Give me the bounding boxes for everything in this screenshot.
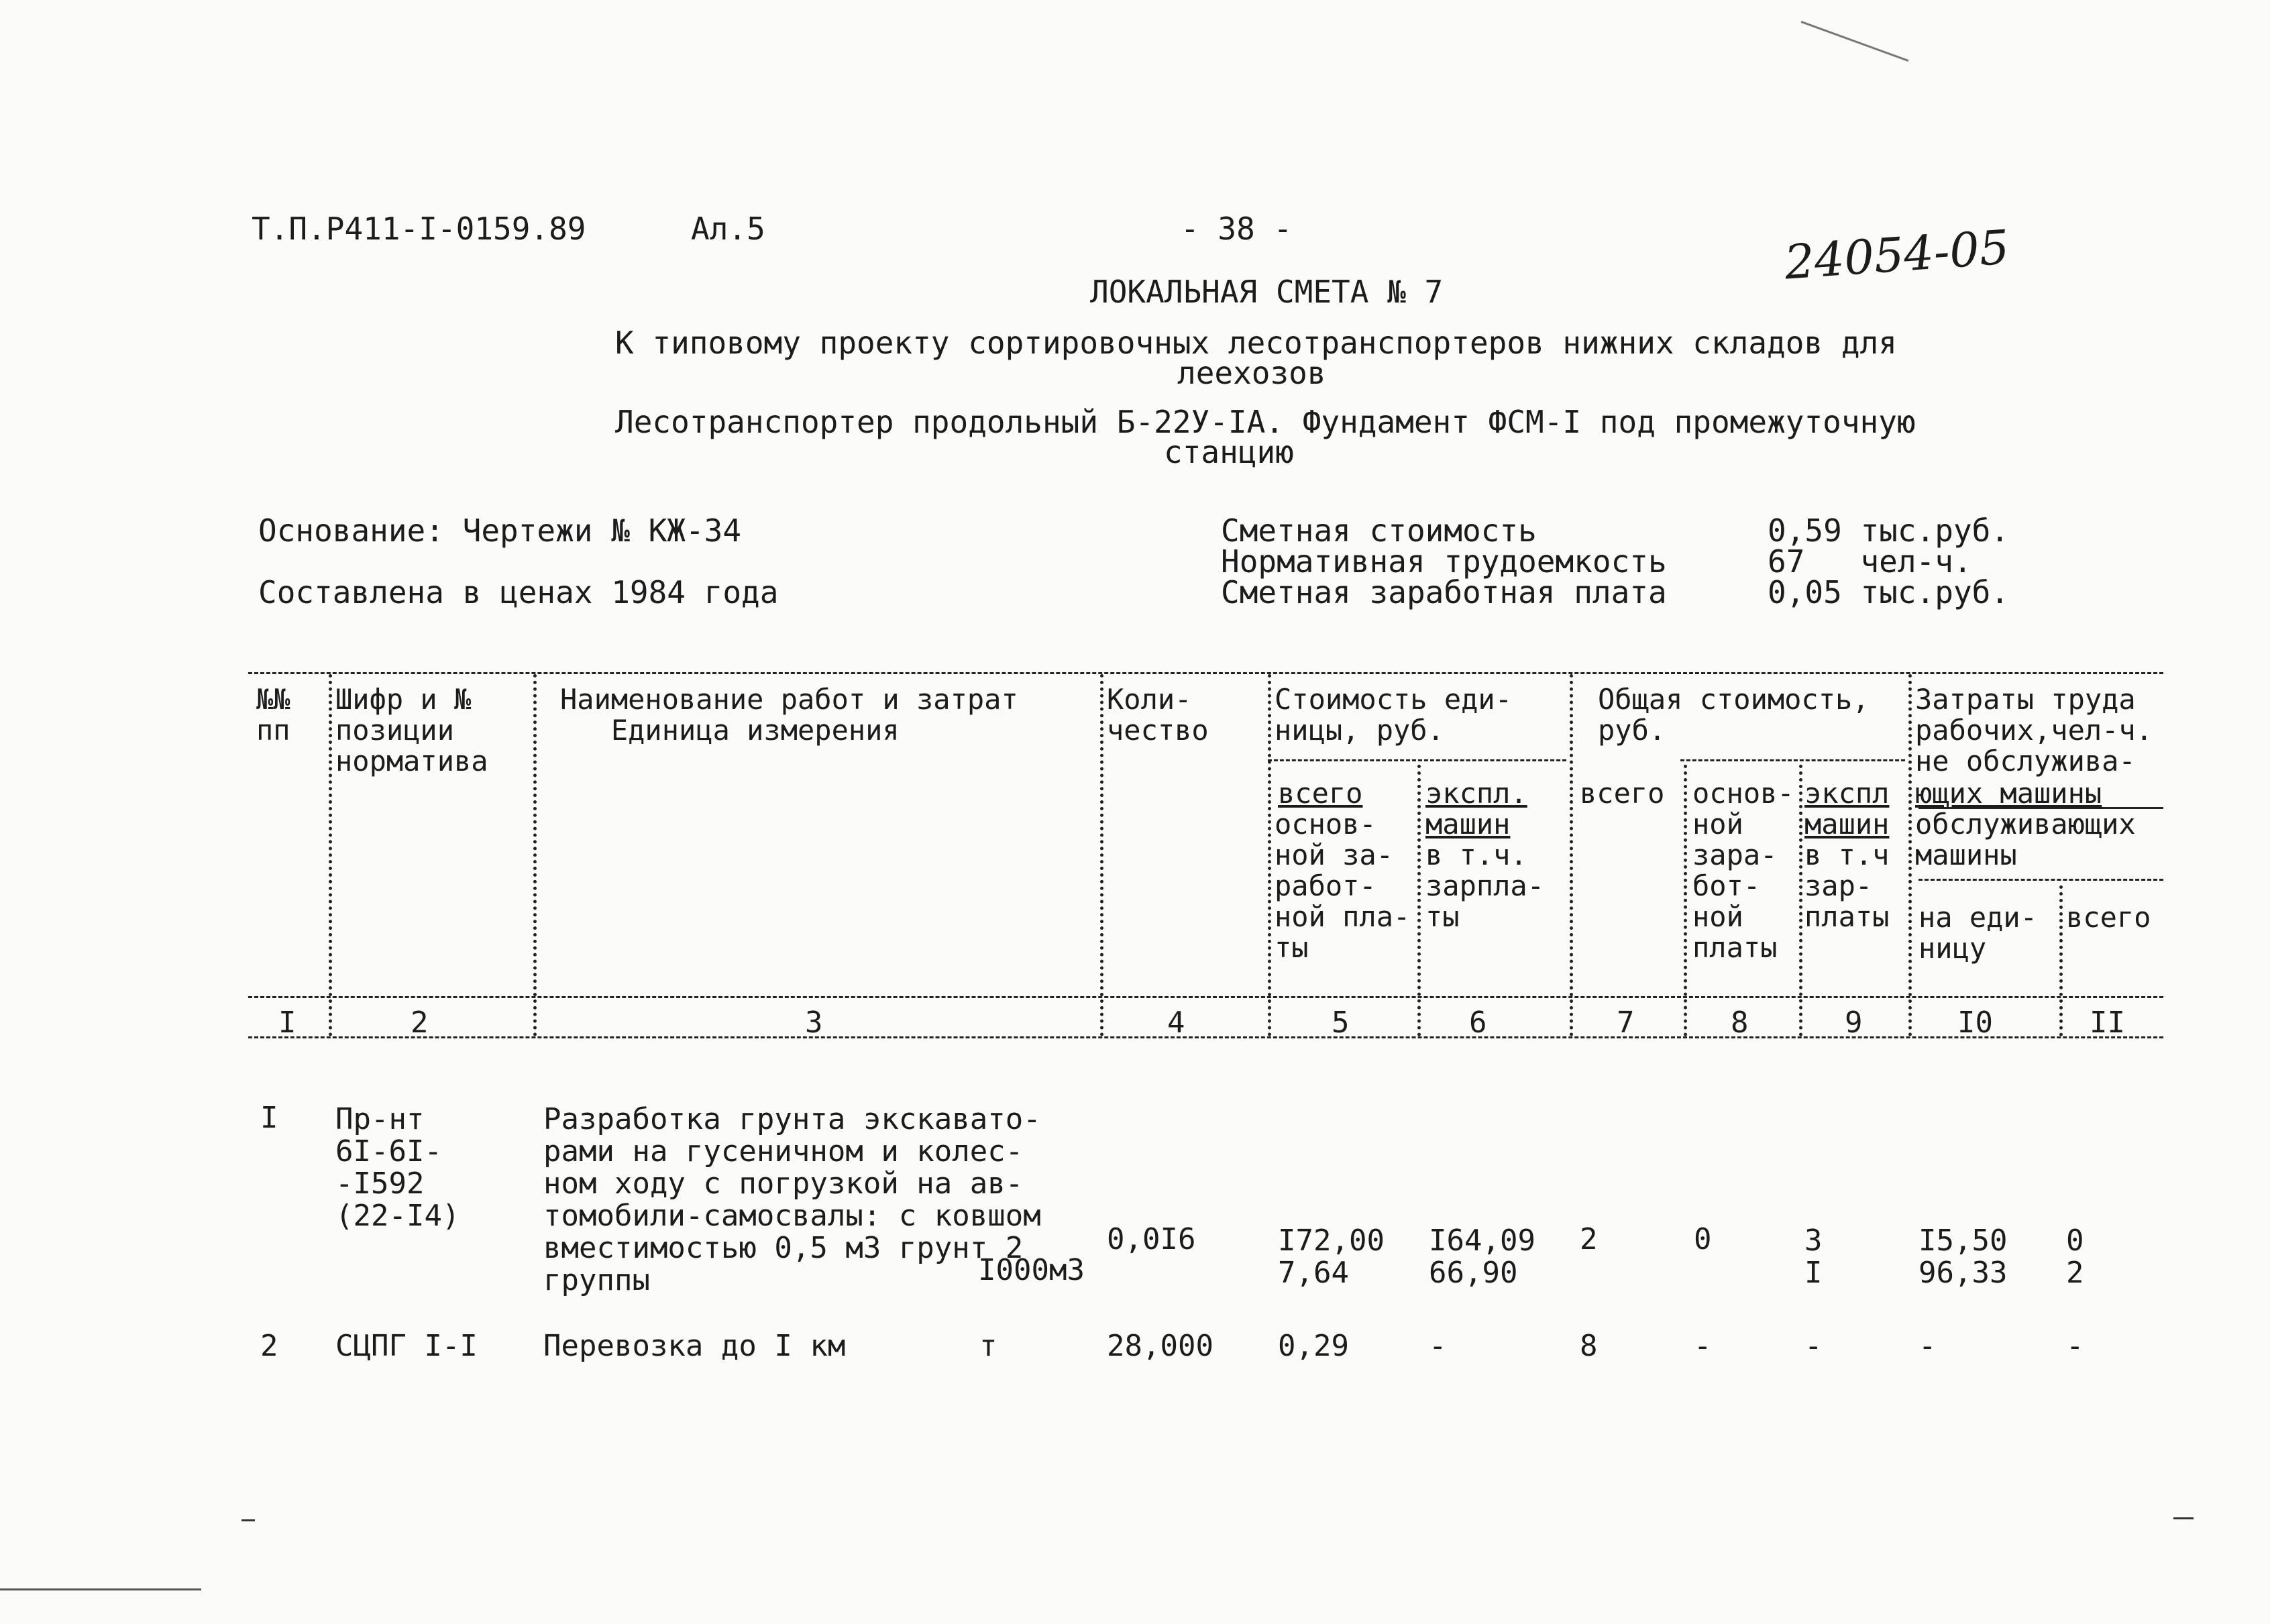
row-unit-machines: - — [1429, 1329, 1447, 1363]
column-number: 7 — [1617, 1006, 1635, 1040]
row-name: Разработка грунта экскавато- рами на гусеничном и колес- ном ходу с погрузкой на ав- томобили-самосвалы: с ковшом вместимостью 0,5 м3 грунт 2 группы — [543, 1102, 1041, 1297]
row-unit-machines: I64,09 66,90 — [1429, 1224, 1535, 1290]
page-number: - 38 - — [1181, 211, 1293, 247]
row-unit-cost: I72,00 7,64 — [1278, 1224, 1385, 1290]
album-number: Ал.5 — [691, 211, 765, 247]
row-code: Пр-нт 6I-6I- -I592 (22-I4) — [335, 1102, 460, 1233]
prices-text: Составлена в ценах 1984 года — [258, 574, 779, 610]
header-unit-total: всего — [1278, 777, 1363, 810]
header-unit-machines-salary: в т.ч. зарпла- ты — [1425, 838, 1545, 933]
salary-label: Сметная заработная плата — [1221, 574, 1667, 610]
column-number: 5 — [1332, 1006, 1350, 1040]
row-number: 2 — [260, 1329, 278, 1363]
column-number: 2 — [411, 1006, 429, 1040]
object-line-1: Лесотранспортер продольный Б-22У-IA. Фундамент ФСМ-I под промежуточную — [615, 404, 1916, 440]
header-row-number: №№ пп — [256, 683, 290, 747]
subtitle-line-1: К типовому проекту сортировочных лесотранспортеров нижних складов для — [615, 325, 1897, 361]
header-unit-cost: Стоимость еди- ницы, руб. — [1275, 683, 1513, 747]
header-labor-per-unit: на еди- ницу — [1918, 901, 2038, 965]
scan-mark — [1801, 21, 1909, 62]
row-total: 8 — [1580, 1329, 1598, 1363]
column-number: I0 — [1957, 1006, 1993, 1040]
column-number: 3 — [805, 1006, 823, 1040]
row-total-salary: - — [1694, 1329, 1712, 1363]
row-code: СЦПГ I-I — [335, 1329, 478, 1363]
labor-label: Нормативная трудоемкость — [1221, 543, 1667, 580]
handwritten-number: 24054-05 — [1782, 219, 2011, 290]
header-unit-salary: основ- ной за- работ- ной пла- ты — [1275, 808, 1411, 964]
column-number: II — [2090, 1006, 2125, 1040]
header-total-machines-salary: в т.ч зар- платы — [1804, 838, 1890, 933]
header-labor: Затраты труда рабочих,чел-ч. не обслужива- — [1915, 683, 2153, 777]
header-labor-total: всего — [2066, 901, 2151, 934]
header-total-salary: основ- ной зара- бот- ной платы — [1692, 777, 1794, 964]
row-quantity: 28,000 — [1107, 1329, 1213, 1363]
scan-mark — [2173, 1517, 2194, 1519]
scan-mark — [0, 1588, 201, 1590]
row-total: 2 — [1580, 1222, 1598, 1256]
estimate-cost-value: 0,59 тыс.руб. — [1768, 512, 2010, 549]
column-number: 8 — [1731, 1006, 1749, 1040]
header-total-machines: экспл машин — [1804, 777, 1890, 841]
header-labor-serving: обслуживающих машины — [1915, 808, 2136, 871]
column-number: I — [278, 1006, 296, 1040]
row-number: I — [260, 1101, 278, 1135]
row-total-machines: 3 I — [1804, 1224, 1823, 1290]
salary-value: 0,05 тыс.руб. — [1768, 574, 2010, 610]
estimate-title: ЛОКАЛЬНАЯ СМЕТА № 7 — [1090, 274, 1444, 310]
document-code: Т.П.Р411-I-0159.89 — [252, 211, 586, 247]
header-code: Шифр и № позиции норматива — [335, 683, 488, 777]
row-labor-total: 0 2 — [2066, 1224, 2084, 1290]
header-quantity: Коли- чество — [1107, 683, 1209, 747]
estimate-cost-label: Сметная стоимость — [1221, 512, 1537, 549]
scan-mark — [241, 1519, 255, 1521]
row-total-machines: - — [1804, 1329, 1823, 1363]
row-unit-cost: 0,29 — [1278, 1329, 1349, 1363]
header-labor-non-serving: ющих машины — [1915, 777, 2102, 810]
row-unit: I000м3 — [978, 1253, 1085, 1287]
header-name: Наименование работ и затрат Единица измерения — [560, 683, 1018, 747]
row-quantity: 0,0I6 — [1107, 1222, 1196, 1256]
header-total: всего — [1580, 777, 1665, 810]
row-labor-per-unit: - — [1918, 1329, 1937, 1363]
subtitle-line-2: леехозов — [1177, 355, 1326, 391]
row-unit: т — [979, 1329, 997, 1363]
row-name: Перевозка до I км — [543, 1329, 846, 1363]
column-number: 9 — [1845, 1006, 1863, 1040]
header-total-cost: Общая стоимость, руб. — [1598, 683, 1870, 747]
labor-value: 67 чел-ч. — [1768, 543, 1972, 580]
row-labor-per-unit: I5,50 96,33 — [1918, 1224, 2008, 1290]
object-line-2: станцию — [1164, 434, 1294, 470]
row-total-salary: 0 — [1694, 1222, 1712, 1256]
row-labor-total: - — [2066, 1329, 2084, 1363]
basis-text: Основание: Чертежи № КЖ-34 — [258, 512, 742, 549]
column-number: 6 — [1469, 1006, 1487, 1040]
column-number: 4 — [1167, 1006, 1185, 1040]
header-unit-machines: экспл. машин — [1425, 777, 1527, 841]
